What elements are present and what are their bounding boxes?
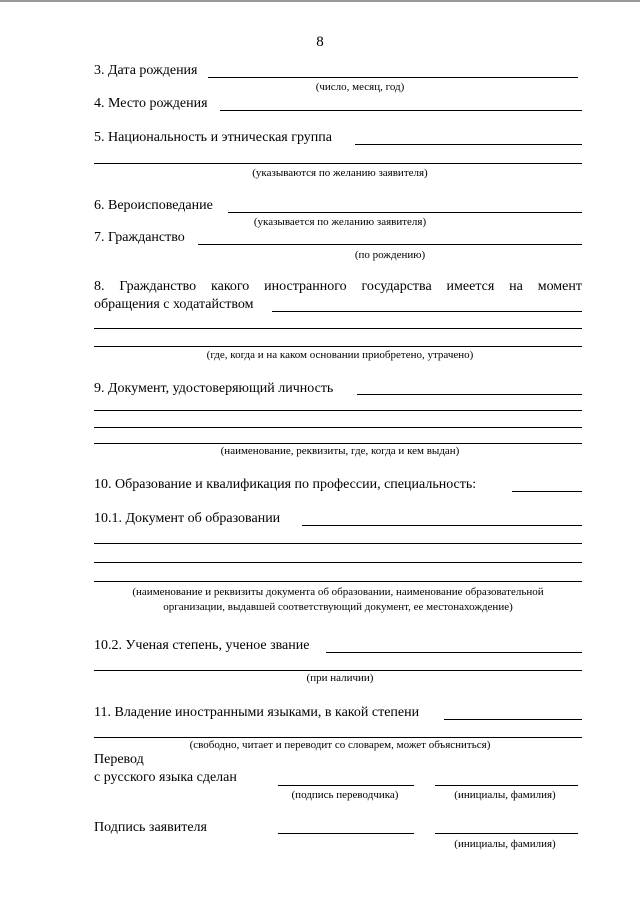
nationality-field[interactable] — [355, 144, 582, 145]
religion-label: 6. Вероисповедание — [94, 198, 213, 213]
languages-hint: (свободно, читает и переводит со словарем, может объясниться) — [189, 739, 491, 751]
academic-degree-label: 10.2. Ученая степень, ученое звание — [94, 638, 310, 653]
foreign-citizenship-label-line2: обращения с ходатайством — [94, 297, 254, 312]
page-top-edge — [0, 0, 640, 2]
education-field[interactable] — [512, 491, 582, 492]
academic-degree-hint: (при наличии) — [306, 672, 374, 684]
education-document-hint-line1: (наименование и реквизиты документа об образовании, наименование образовательной — [132, 586, 544, 598]
foreign-citizenship-hint: (где, когда и на каком основании приобретено, утрачено) — [206, 349, 474, 361]
academic-degree-field[interactable] — [326, 652, 582, 653]
education-document-label: 10.1. Документ об образовании — [94, 511, 281, 526]
education-document-field-line-3[interactable] — [94, 562, 582, 563]
translation-label-line2: с русского языка сделан — [94, 770, 237, 785]
foreign-citizenship-field[interactable] — [272, 311, 582, 312]
languages-label: 11. Владение иностранными языками, в какой степени — [94, 705, 420, 720]
identity-document-field-line-2[interactable] — [94, 410, 582, 411]
page-number: 8 — [316, 34, 324, 50]
birth-date-field[interactable] — [208, 77, 578, 78]
citizenship-field[interactable] — [198, 244, 582, 245]
birth-date-label: 3. Дата рождения — [94, 63, 198, 78]
applicant-signature-label: Подпись заявителя — [94, 820, 207, 835]
foreign-citizenship-field-line-2[interactable] — [94, 328, 582, 329]
foreign-citizenship-field-line-3[interactable] — [94, 346, 582, 347]
nationality-field-line-2[interactable] — [94, 163, 582, 164]
translator-signature-hint: (подпись переводчика) — [291, 789, 399, 801]
applicant-signature-field[interactable] — [278, 833, 414, 834]
identity-document-field[interactable] — [357, 394, 582, 395]
education-document-hint-line2: организации, выдавшей соответствующий документ, ее местонахождение) — [163, 601, 513, 613]
citizenship-hint: (по рождению) — [354, 249, 426, 261]
applicant-name-field[interactable] — [435, 833, 578, 834]
birth-place-label: 4. Место рождения — [94, 96, 208, 111]
nationality-label: 5. Национальность и этническая группа — [94, 130, 332, 145]
identity-document-field-line-3[interactable] — [94, 427, 582, 428]
education-document-field[interactable] — [302, 525, 582, 526]
birth-date-hint: (число, месяц, год) — [315, 81, 405, 93]
birth-place-field[interactable] — [220, 110, 582, 111]
nationality-hint: (указываются по желанию заявителя) — [252, 167, 428, 179]
religion-hint: (указывается по желанию заявителя) — [253, 216, 427, 228]
translator-name-field[interactable] — [435, 785, 578, 786]
languages-field-line-2[interactable] — [94, 737, 582, 738]
education-document-field-line-2[interactable] — [94, 543, 582, 544]
education-document-field-line-4[interactable] — [94, 581, 582, 582]
citizenship-label: 7. Гражданство — [94, 230, 185, 245]
translator-signature-field[interactable] — [278, 785, 414, 786]
languages-field[interactable] — [444, 719, 582, 720]
religion-field[interactable] — [228, 212, 582, 213]
identity-document-label: 9. Документ, удостоверяющий личность — [94, 381, 334, 396]
foreign-citizenship-label-line1: 8. Гражданство какого иностранного государства имеется на момент — [94, 279, 582, 294]
identity-document-hint: (наименование, реквизиты, где, когда и кем выдан) — [220, 445, 460, 457]
academic-degree-field-line-2[interactable] — [94, 670, 582, 671]
applicant-name-hint: (инициалы, фамилия) — [454, 838, 556, 850]
translator-name-hint: (инициалы, фамилия) — [454, 789, 556, 801]
translation-label-line1: Перевод — [94, 752, 144, 767]
education-label: 10. Образование и квалификация по профессии, специальность: — [94, 477, 477, 492]
identity-document-field-line-4[interactable] — [94, 443, 582, 444]
